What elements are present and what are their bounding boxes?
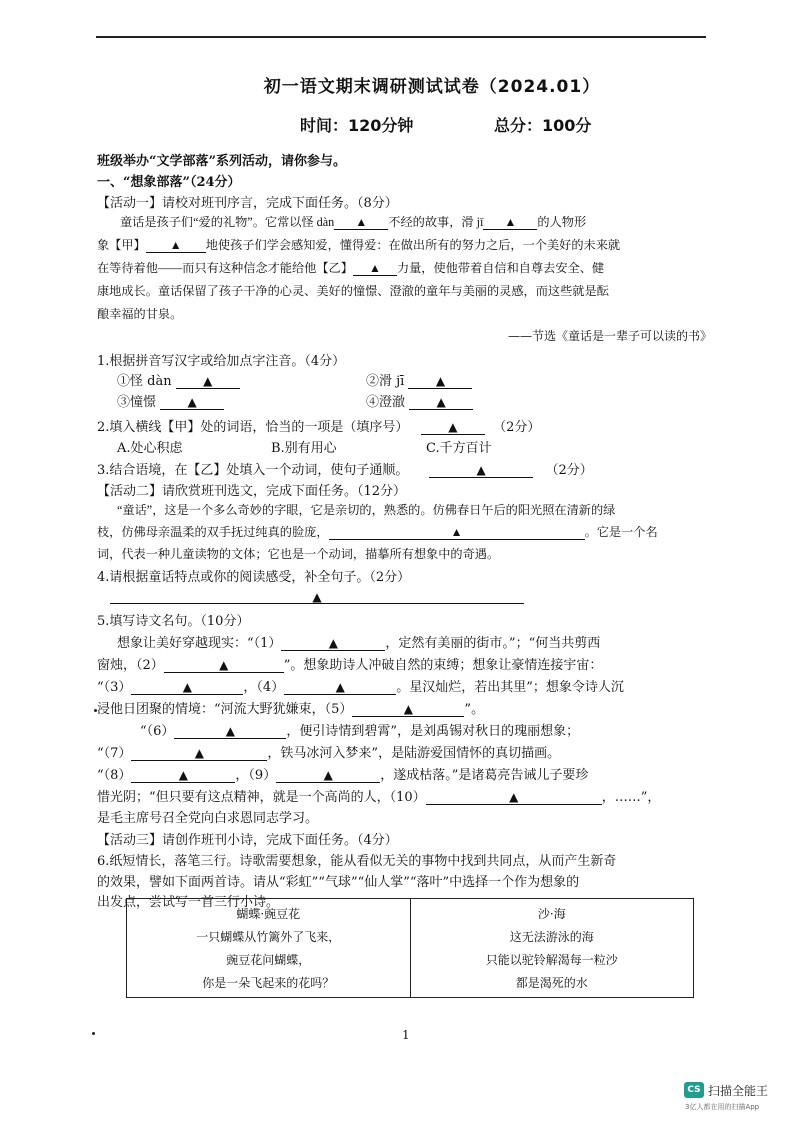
- answer-blank[interactable]: ▲: [176, 374, 240, 389]
- question-2-stem: 2.填入横线【甲】处的词语，恰当的一项是（填序号） ▲ （2分）: [97, 420, 541, 435]
- q1-item-a: ①怪 dàn ▲: [117, 370, 240, 389]
- answer-blank[interactable]: ▲: [329, 525, 585, 540]
- q5-line-6: “（7） ▲ ，铁马冰河入梦来”，是陆游爱国情怀的真切描画。: [97, 746, 561, 761]
- answer-blank[interactable]: ▲: [131, 746, 267, 761]
- q2-option-b: B.别有用心: [271, 441, 337, 456]
- poem-line: 你是一朵飞起来的花吗？: [202, 976, 335, 990]
- answer-blank[interactable]: ▲: [131, 768, 235, 783]
- answer-blank[interactable]: ▲: [421, 420, 485, 435]
- q5-line-3: “（3） ▲ ，（4） ▲ 。星汉灿烂，若出其里”；想象令诗人沉: [97, 680, 624, 695]
- question-6-line-3: 出发点，尝试写一首三行小诗。: [97, 895, 280, 910]
- page-number: 1: [402, 1028, 410, 1042]
- q5-line-5: “（6） ▲ ，便引诗情到碧霄”，是刘禹锡对秋日的瑰丽想象；: [140, 724, 580, 739]
- answer-blank[interactable]: ▲: [409, 395, 473, 410]
- answer-blank[interactable]: ▲: [164, 658, 284, 673]
- answer-blank[interactable]: ▲: [110, 589, 524, 604]
- passage-text: 不经的故事，滑 jī: [388, 215, 484, 229]
- activity-2-line-3: 词，代表一种儿童读物的文体；它也是一个动词，描摹所有想象中的奇遇。: [97, 547, 500, 561]
- answer-blank[interactable]: ▲: [131, 680, 243, 695]
- total-score: 总分：100分: [494, 116, 592, 135]
- poem-line: 这无法游泳的海: [509, 930, 594, 944]
- answer-blank[interactable]: ▲: [408, 374, 472, 389]
- activity-2-line-1: “童话”，这是一个多么奇妙的字眼，它是亲切的，熟悉的。仿佛春日午后的阳光照在清新的绿: [117, 503, 616, 517]
- answer-blank[interactable]: ▲: [174, 724, 286, 739]
- passage-text: 童话是孩子们“爱的礼物”。它常以怪 dàn: [120, 215, 335, 229]
- page-title: 初一语文期末调研测试试卷（2024.01）: [263, 77, 601, 97]
- q1-item-d: ④澄澈 ▲: [366, 391, 473, 410]
- activity-1-line-1: [120, 213, 586, 230]
- answer-blank[interactable]: ▲: [352, 702, 464, 717]
- q1-item-b: ②滑 jī ▲: [366, 370, 472, 389]
- answer-blank[interactable]: ▲: [284, 680, 396, 695]
- header-rule: [96, 36, 706, 38]
- poem-title: 蝴蝶·豌豆花: [236, 907, 301, 921]
- q2-option-a: A.处心积虑: [117, 441, 183, 456]
- q5-line-8: 惜光阴；“但只要有这点精神，就是一个高尚的人，（10） ▲ ，……”，: [97, 790, 661, 805]
- answer-blank[interactable]: ▲: [483, 215, 537, 230]
- poem-sand-sea: [410, 899, 694, 997]
- q5-line-4: 浸他日团聚的情境：“河流大野犹嫌束，（5） ▲ ”。: [97, 702, 485, 717]
- answer-blank[interactable]: ▲: [276, 768, 380, 783]
- q1-item-c: ③憧憬 ▲: [117, 391, 224, 410]
- activity-1-line-3: 在等待着他——而只有这种信念才能给他【乙】 ▲ 力量，使他带着自信和自尊去安全、健: [97, 261, 605, 275]
- answer-blank-jia[interactable]: ▲: [146, 238, 206, 253]
- question-6-line-1: 6.纸短情长，落笔三行。诗歌需要想象，能从看似无关的事物中找到共同点，从而产生新奇: [97, 854, 617, 869]
- exam-time: 时间：120分钟: [300, 116, 414, 135]
- question-1-stem: 1.根据拼音写汉字或给加点字注音。（4分）: [97, 354, 346, 369]
- camscanner-logo-icon: CS: [684, 1082, 704, 1098]
- activity-1-heading: 【活动一】请校对班刊序言，完成下面任务。（8分）: [97, 196, 398, 211]
- watermark-tagline: 3亿人都在用的扫描App: [685, 1103, 760, 1111]
- question-6-line-2: 的效果，譬如下面两首诗。请从“彩虹”“气球”“仙人掌”“落叶”中选择一个作为想象的: [97, 875, 580, 890]
- watermark-name: 扫描全能王: [708, 1084, 769, 1098]
- q5-line-2: 窗烛，（2） ▲ ”。想象助诗人冲破自然的束缚；想象让豪情连接宇宙：: [97, 658, 603, 673]
- scan-dot: [94, 709, 97, 712]
- question-5-stem: 5.填写诗文名句。（10分）: [97, 614, 250, 629]
- q5-line-7: “（8） ▲ ，（9） ▲ ，遂成枯落。”是诸葛亮告诫儿子要珍: [97, 768, 589, 783]
- example-poems-table: [126, 898, 694, 998]
- q4-answer-line-wrap: [110, 586, 524, 605]
- scan-dot: [92, 1032, 95, 1035]
- section-heading: 一、“想象部落”（24分）: [97, 175, 241, 190]
- activity-1-line-5: 酿幸福的甘泉。: [97, 307, 183, 321]
- answer-blank[interactable]: ▲: [160, 395, 224, 410]
- poem-butterfly: [127, 899, 410, 997]
- answer-blank[interactable]: ▲: [281, 636, 385, 651]
- activity-1-line-4: 康地成长。童话保留了孩子干净的心灵、美好的憧憬、澄澈的童年与美丽的灵感，而这些就是酝: [97, 284, 609, 298]
- question-4-stem: 4.请根据童话特点或你的阅读感受，补全句子。（2分）: [97, 570, 411, 585]
- poem-line: 都是渴死的水: [515, 976, 588, 990]
- answer-blank[interactable]: ▲: [426, 790, 602, 805]
- answer-blank[interactable]: ▲: [334, 215, 388, 230]
- passage-text: 的人物形: [537, 215, 587, 229]
- intro-line: 班级举办“文学部落”系列活动，请你参与。: [97, 154, 346, 169]
- poem-line: 只能以驼铃解渴每一粒沙: [485, 953, 618, 967]
- activity-2-heading: 【活动二】请欣赏班刊选文，完成下面任务。（12分）: [97, 484, 407, 499]
- poem-title: 沙·海: [537, 907, 566, 921]
- activity-2-line-2: 枝，仿佛母亲温柔的双手抚过纯真的脸庞， ▲ 。它是一个名: [97, 525, 658, 539]
- question-3-stem: 3.结合语境，在【乙】处填入一个动词，使句子通顺。 ▲ （2分）: [97, 463, 593, 478]
- poem-line: 豌豆花问蝴蝶，: [226, 953, 311, 967]
- source-citation: ——节选《童话是一辈子可以读的书》: [508, 329, 713, 343]
- answer-blank[interactable]: ▲: [429, 463, 533, 478]
- q5-line-1: 想象让美好穿越现实：“（1） ▲ ，定然有美丽的街市。”；“何当共剪西: [117, 636, 601, 651]
- answer-blank-yi[interactable]: ▲: [353, 261, 397, 276]
- q5-line-9: 是毛主席号召全党向白求恩同志学习。: [97, 811, 319, 826]
- activity-1-line-2: 象【甲】 ▲ 地使孩子们学会感知爱，懂得爱：在做出所有的努力之后，一个美好的未来就: [97, 238, 621, 252]
- activity-3-heading: 【活动三】请创作班刊小诗，完成下面任务。（4分）: [97, 833, 398, 848]
- poem-line: 一只蝴蝶从竹篱外了飞来，: [196, 930, 341, 944]
- q2-option-c: C.千方百计: [426, 441, 492, 456]
